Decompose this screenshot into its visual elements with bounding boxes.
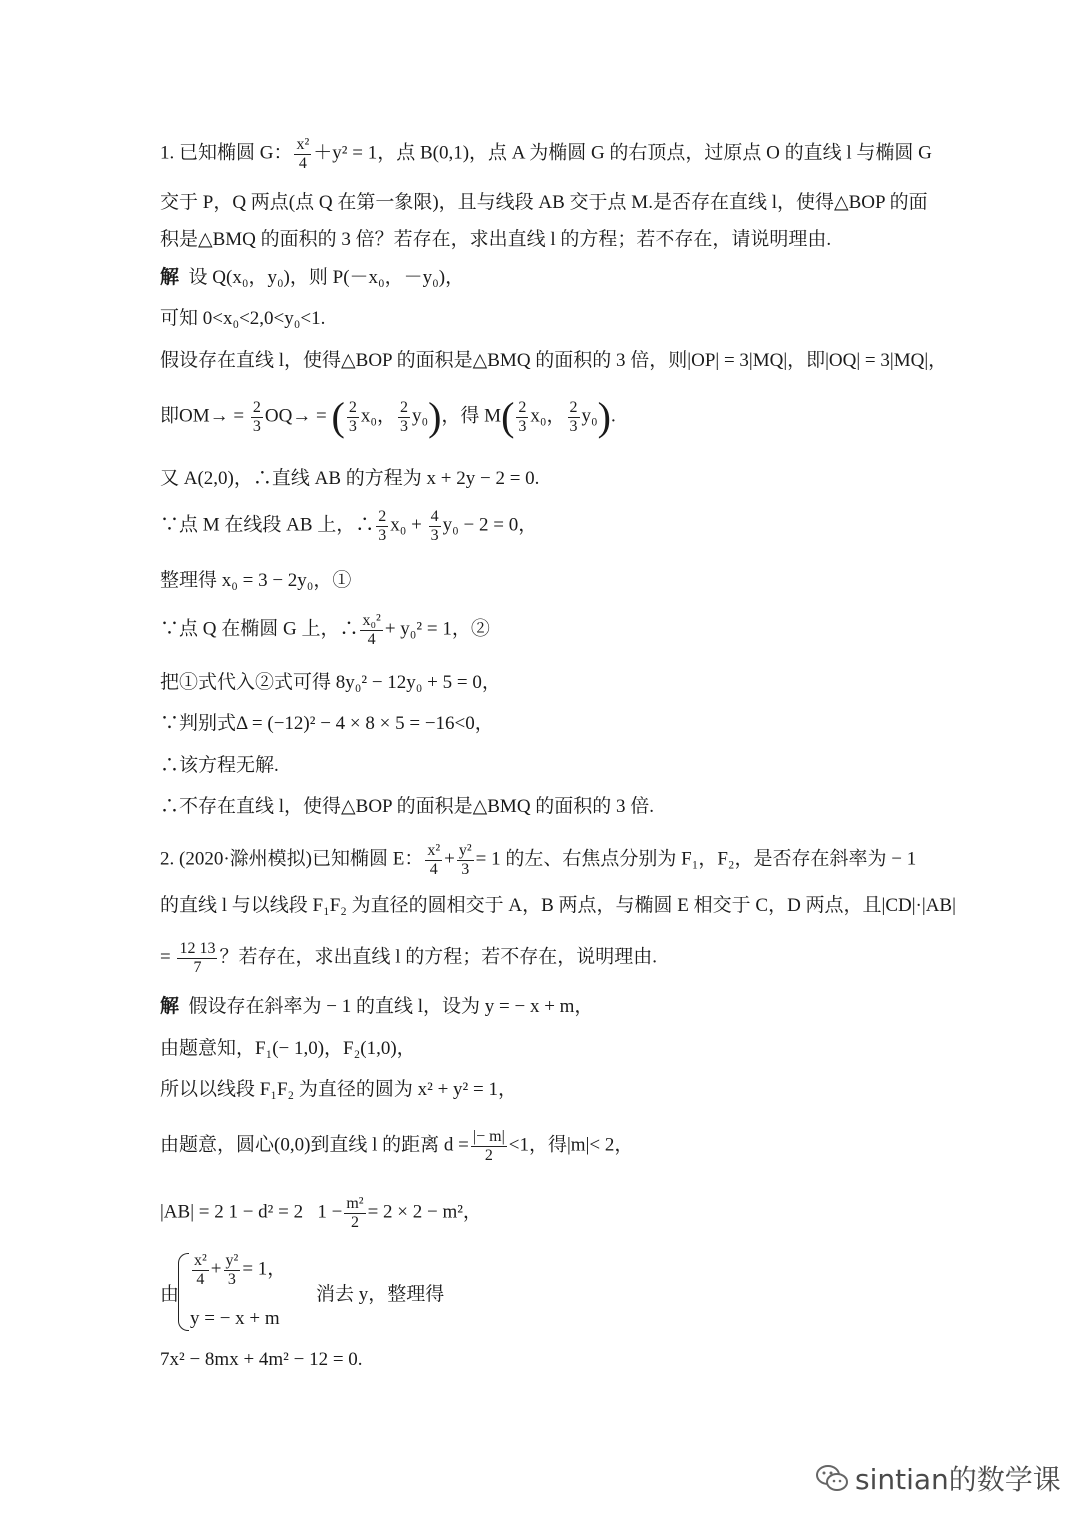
problem2-line3 xyxy=(160,940,657,976)
watermark xyxy=(815,1458,1061,1498)
solution1-line11: ∴该方程无解. xyxy=(160,755,279,776)
denominator: 3 xyxy=(518,417,527,435)
wechat-icon xyxy=(815,1463,849,1493)
denominator: 4 xyxy=(429,860,438,878)
solution1-line4 xyxy=(160,394,616,439)
solution2-line5 xyxy=(160,1195,482,1231)
fraction xyxy=(360,612,382,648)
numerator: 2 xyxy=(252,398,261,416)
text: ？若存在，求出直线 l 的方程；若不存在，说明理由. xyxy=(219,946,657,968)
denominator: 7 xyxy=(193,958,202,976)
denominator: 3 xyxy=(227,1270,236,1288)
solution1-line3: 假设存在直线 l，使得△BOP 的面积是△BMQ 的面积的 3 倍，则|OP| = 3|MQ|，即|OQ| = 3|MQ|， xyxy=(160,350,948,371)
denominator: 3 xyxy=(461,860,470,878)
solution-label: 解 xyxy=(160,996,180,1017)
fraction xyxy=(347,399,359,435)
fraction xyxy=(294,136,311,172)
problem1-line1 xyxy=(160,136,932,172)
denominator: 3 xyxy=(430,526,439,544)
text: + xyxy=(210,1258,222,1280)
solution2-line7: 7x² − 8mx + 4m² − 12 = 0. xyxy=(160,1349,363,1370)
fraction xyxy=(516,399,528,435)
denominator: 3 xyxy=(378,526,387,544)
watermark-text: sintian的数学课 xyxy=(855,1463,1061,1496)
solution1-line1 xyxy=(160,263,464,293)
problem2-line2: 的直线 l 与以线段 F₁F₂ 为直径的圆相交于 A，B 两点，与椭圆 E 相交于 C，D 两点，且|CD|·|AB| xyxy=(160,895,956,916)
fraction xyxy=(425,842,442,878)
denominator: 4 xyxy=(298,154,307,172)
system-label: 由 xyxy=(160,1284,180,1305)
fraction xyxy=(251,399,263,435)
fraction xyxy=(224,1252,241,1288)
system-eq1 xyxy=(190,1252,286,1288)
numerator: 2 xyxy=(378,508,387,525)
fraction xyxy=(429,508,441,544)
text: 即OM→ = xyxy=(160,405,249,427)
fraction xyxy=(344,1195,365,1231)
fraction xyxy=(568,399,580,435)
fraction xyxy=(457,842,474,878)
text: 1. 已知椭圆 G： xyxy=(160,142,293,164)
numerator: 2 xyxy=(569,398,578,416)
solution1-line2: 可知 0<x₀<2,0<y₀<1. xyxy=(160,308,326,329)
text: x₀， xyxy=(360,405,396,427)
right-paren: ) xyxy=(597,394,611,439)
solution1-line7: 整理得 x₀ = 3 − 2y₀，① xyxy=(160,570,352,591)
problem2-line1 xyxy=(160,842,916,878)
system-brace xyxy=(178,1253,189,1331)
problem1-line2: 交于 P，Q 两点(点 Q 在第一象限)，且与线段 AB 交于点 M.是否存在直线 l，使得△BOP 的面 xyxy=(160,192,928,213)
solution2-line2: 由题意知，F₁(− 1,0)，F₂(1,0)， xyxy=(160,1038,416,1059)
text: 1 − xyxy=(317,1201,343,1223)
numerator: x² xyxy=(194,1252,207,1269)
solution1-line8 xyxy=(160,612,490,648)
numerator: x² xyxy=(427,842,441,859)
numerator: 4 xyxy=(430,508,439,525)
text: ，得 M xyxy=(441,405,502,427)
left-paren: ( xyxy=(501,394,515,439)
text: + y₀² = 1，② xyxy=(384,618,490,640)
text: 由题意，圆心(0,0)到直线 l 的距离 d = xyxy=(160,1134,469,1156)
numerator: x₀² xyxy=(362,612,381,629)
fraction xyxy=(192,1252,209,1288)
numerator: 2 xyxy=(399,398,408,416)
denominator: 3 xyxy=(348,417,357,435)
text: 设 Q(x₀，y₀)，则 P(－x₀，－y₀)， xyxy=(188,267,465,288)
text: = xyxy=(160,946,171,968)
numerator: 2 xyxy=(348,398,357,416)
system-tail: 消去 y，整理得 xyxy=(316,1284,445,1305)
numerator xyxy=(177,940,217,959)
text: ∵点 M 在线段 AB 上，∴ xyxy=(160,514,375,536)
solution1-line9: 把①式代入②式可得 8y₀² − 12y₀ + 5 = 0， xyxy=(160,672,501,693)
text: ＋y² = 1，点 B(0,1)，点 A 为椭圆 G 的右顶点，过原点 O 的直线 l 与椭圆 G xyxy=(313,142,932,164)
numerator: |− m| xyxy=(472,1128,505,1145)
right-paren: ) xyxy=(428,394,442,439)
text: 假设存在斜率为 − 1 的直线 l，设为 y = − x + m， xyxy=(188,996,594,1017)
numerator: y² xyxy=(458,842,472,859)
fraction xyxy=(376,508,388,544)
text: = 1， xyxy=(242,1258,287,1280)
text: y₀ − 2 = 0， xyxy=(442,514,538,536)
text: x₀ + xyxy=(390,514,427,536)
text: y₀ xyxy=(411,405,429,427)
text: x₀， xyxy=(530,405,566,427)
fraction xyxy=(398,399,410,435)
numerator: 2 xyxy=(518,398,527,416)
solution2-line1 xyxy=(160,992,593,1022)
text: . xyxy=(610,405,616,427)
denominator: 3 xyxy=(569,417,578,435)
solution1-line6 xyxy=(160,508,537,544)
text: = 2 × 2 − m²， xyxy=(367,1201,482,1223)
text: OQ→ = xyxy=(264,405,332,427)
text: 2. (2020·滁州模拟)已知椭圆 E： xyxy=(160,848,424,870)
text: |AB| = 2 1 − d² = 2 xyxy=(160,1201,304,1223)
solution-label: 解 xyxy=(160,267,180,288)
denominator: 4 xyxy=(196,1270,205,1288)
numerator: m² xyxy=(346,1195,364,1212)
solution1-line5: 又 A(2,0)，∴直线 AB 的方程为 x + 2y − 2 = 0. xyxy=(160,468,540,489)
denominator: 4 xyxy=(367,630,376,648)
solution1-line12: ∴不存在直线 l，使得△BOP 的面积是△BMQ 的面积的 3 倍. xyxy=(160,796,655,817)
fraction xyxy=(471,1128,507,1164)
problem1-line3: 积是△BMQ 的面积的 3 倍？若存在，求出直线 l 的方程；若不存在，请说明理由. xyxy=(160,229,832,250)
solution2-line4 xyxy=(160,1128,633,1164)
denominator: 3 xyxy=(399,417,408,435)
text: 13 xyxy=(199,940,216,957)
system-eq2: y = − x + m xyxy=(190,1308,280,1329)
left-paren: ( xyxy=(331,394,345,439)
text: <1，得|m|< 2， xyxy=(508,1134,634,1156)
solution1-line10: ∵判别式Δ = (−12)² − 4 × 8 × 5 = −16<0， xyxy=(160,713,494,734)
denominator: 3 xyxy=(252,417,261,435)
numerator: x² xyxy=(296,136,310,153)
text: ∵点 Q 在椭圆 G 上，∴ xyxy=(160,618,359,640)
solution2-line3: 所以以线段 F₁F₂ 为直径的圆为 x² + y² = 1， xyxy=(160,1079,517,1100)
text: 12 xyxy=(179,940,196,957)
denominator: 2 xyxy=(350,1213,359,1231)
text: y₀ xyxy=(581,405,598,427)
denominator: 2 xyxy=(484,1146,493,1164)
text: + xyxy=(444,848,455,870)
numerator: y² xyxy=(225,1252,239,1269)
fraction xyxy=(177,940,217,976)
text: = 1 的左、右焦点分别为 F₁，F₂，是否存在斜率为 − 1 xyxy=(475,848,917,870)
